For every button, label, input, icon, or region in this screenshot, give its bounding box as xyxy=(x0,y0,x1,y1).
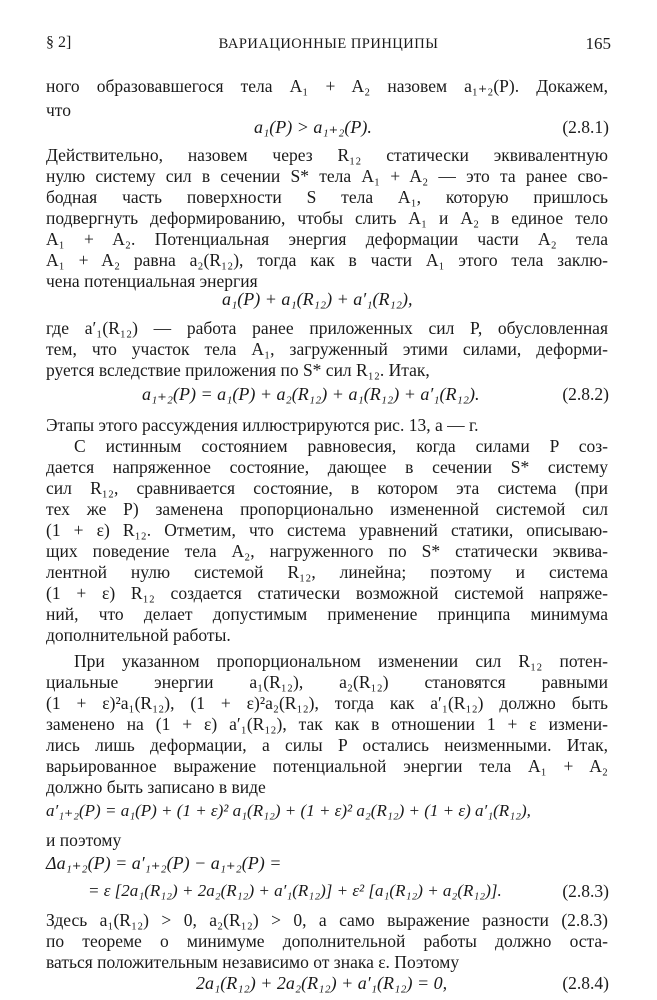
text-line: и поэтому xyxy=(46,830,122,850)
text-line: Здесь a₁(R₁₂) > 0, a₂(R₁₂) > 0, а само выражение разности (2.8.3) xyxy=(46,910,608,930)
text-line: С истинным состоянием равновесия, когда силами P соз- xyxy=(74,436,608,456)
text-line: что xyxy=(46,100,71,120)
text-line: дается напряженное состояние, дающее в сечении S* систему xyxy=(46,457,608,477)
text-line: циальные энергии a₁(R₁₂), a₂(R₁₂) становятся равными xyxy=(46,672,608,692)
text-line: A₁ + A₂ равна a₂(R₁₂), тогда как в части A₁ этого тела заклю- xyxy=(46,250,608,270)
text-line: должно быть записано в виде xyxy=(46,777,266,797)
text-line: лентной нулю системой R₁₂, линейна; поэтому и система xyxy=(46,562,608,582)
text-line: тех же P) заменена пропорционально измененной системой сил xyxy=(46,499,608,519)
text-line: Этапы этого рассуждения иллюстрируются рис. 13, а — г. xyxy=(46,415,479,435)
equation-2-8-3-part1: Δa₁₊₂(P) = a′₁₊₂(P) − a₁₊₂(P) = xyxy=(46,853,282,873)
text-line: бодная часть поверхности S тела A₁, которую пришлось xyxy=(46,187,608,207)
equation-energy: a₁(P) + a₁(R₁₂) + a′₁(R₁₂), xyxy=(222,289,413,309)
equation-number: (2.8.3) xyxy=(562,881,609,901)
equation-2-8-3-part2: = ε [2a₁(R₁₂) + 2a₂(R₁₂) + a′₁(R₁₂)] + ε² [a₁(R₁₂) + a₂(R₁₂)]. xyxy=(88,881,502,900)
page-number: 165 xyxy=(585,34,611,53)
text-line: ного образовавшегося тела A₁ + A₂ назовем a₁₊₂(P). Докажем, xyxy=(46,76,608,96)
text-line: сил R₁₂, сравнивается состояние, в котором эта система (при xyxy=(46,478,608,498)
equation-varied: a′₁₊₂(P) = a₁(P) + (1 + ε)² a₁(R₁₂) + (1 + ε)² a₂(R₁₂) + (1 + ε) a′₁(R₁₂), xyxy=(46,801,531,820)
text-line: Действительно, назовем через R₁₂ статически эквивалентную xyxy=(46,145,608,165)
text-line: по теореме о минимуме дополнительной работы должно оста- xyxy=(46,931,608,951)
text-line: руется вследствие приложения по S* сил R₁₂. Итак, xyxy=(46,360,430,380)
text-line: чена потенциальная энергия xyxy=(46,271,258,291)
equation-number: (2.8.4) xyxy=(562,973,609,993)
equation-number: (2.8.2) xyxy=(562,384,609,404)
text-line: ваться положительным независимо от знака ε. Поэтому xyxy=(46,952,460,972)
running-title: ВАРИАЦИОННЫЕ ПРИНЦИПЫ xyxy=(218,36,439,52)
text-line: При указанном пропорциональном изменении сил R₁₂ потен- xyxy=(74,651,608,671)
text-line: ний, что делает допустимым применение принципа минимума xyxy=(46,604,608,624)
text-line: нулю систему сил в сечении S* тела A₁ + A₂ — это та ранее сво- xyxy=(46,166,608,186)
text-line: (1 + ε) R₁₂ создается статически возможной системой напряже- xyxy=(46,583,608,603)
text-line: (1 + ε)²a₁(R₁₂), (1 + ε)²a₂(R₁₂), тогда как a′₁(R₁₂) должно быть xyxy=(46,693,608,713)
text-line: подвергнуть деформированию, чтобы слить A₁ и A₂ в единое тело xyxy=(46,208,608,228)
text-line: лись лишь деформации, а силы P остались неизменными. Итак, xyxy=(46,735,608,755)
equation-2-8-1: a₁(P) > a₁₊₂(P). xyxy=(254,117,372,137)
equation-2-8-2: a₁₊₂(P) = a₁(P) + a₂(R₁₂) + a₁(R₁₂) + a′₁(R₁₂). xyxy=(142,384,480,404)
text-line: (1 + ε) R₁₂. Отметим, что система уравнений статики, описываю- xyxy=(46,520,608,540)
equation-number: (2.8.1) xyxy=(562,117,609,137)
text-line: тем, что участок тела A₁, загруженный этими силами, деформи- xyxy=(46,339,608,359)
text-line: варьированное выражение потенциальной энергии тела A₁ + A₂ xyxy=(46,756,608,776)
text-line: A₁ + A₂. Потенциальная энергия деформации части A₂ тела xyxy=(46,229,608,249)
equation-2-8-4: 2a₁(R₁₂) + 2a₂(R₁₂) + a′₁(R₁₂) = 0, xyxy=(196,973,448,993)
section-marker: § 2] xyxy=(46,34,72,51)
text-line: где a′₁(R₁₂) — работа ранее приложенных сил P, обусловленная xyxy=(46,318,608,338)
text-line: заменено на (1 + ε) a′₁(R₁₂), так как в отношении 1 + ε измени- xyxy=(46,714,608,734)
text-line: дополнительной работы. xyxy=(46,625,231,645)
text-line: щих поведение тела A₂, нагруженного по S* статически эквива- xyxy=(46,541,608,561)
